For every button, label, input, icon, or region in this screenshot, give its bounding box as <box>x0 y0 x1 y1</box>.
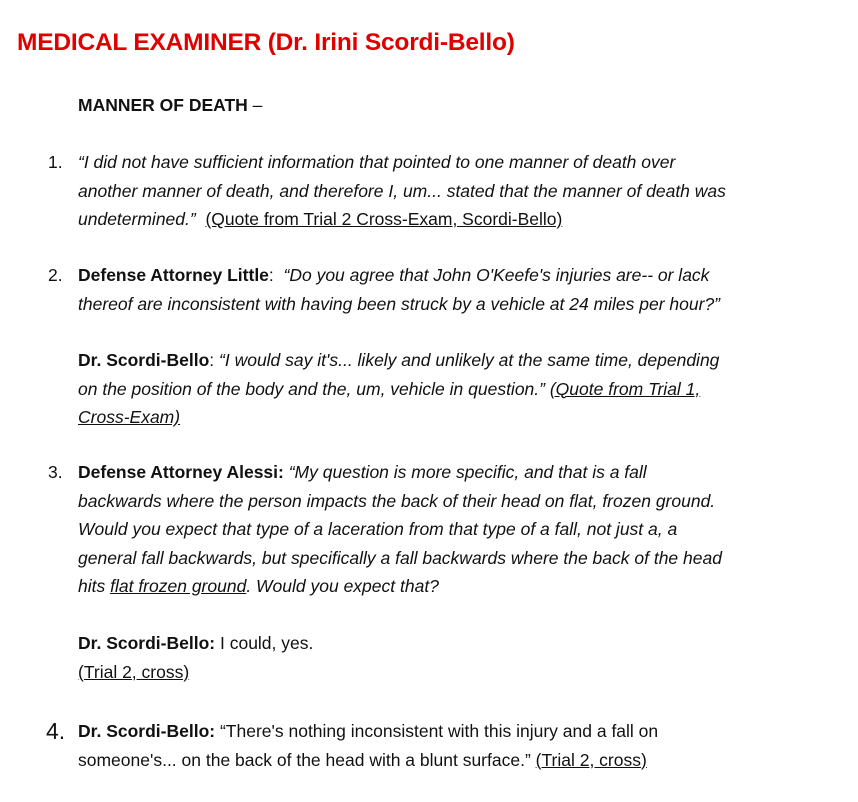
item-reply <box>78 629 838 686</box>
quote-text: “Do you agree that John O'Keefe's injuries are-- or lack <box>283 265 710 285</box>
speaker-label: Defense Attorney Little <box>78 265 269 285</box>
section-heading-dash: – <box>247 95 263 115</box>
speaker-label: Dr. Scordi-Bello: <box>78 633 216 653</box>
quote-text: on the position of the body and the, um, vehicle in question.” <box>78 378 545 399</box>
item-body <box>78 458 838 601</box>
statement-text: someone's... on the back of the head with a blunt surface.” <box>78 749 531 770</box>
quote-line <box>78 205 838 234</box>
item-number: 4. <box>46 718 66 744</box>
quote-line: another manner of death, and therefore I, um... stated that the manner of death was <box>78 180 726 201</box>
source-link[interactable]: (Quote from Trial 1, <box>549 378 701 399</box>
speaker-label: Defense Attorney Alessi: <box>78 462 284 482</box>
statement-line <box>78 746 838 775</box>
underlined-phrase: flat frozen ground <box>110 576 247 596</box>
source-link[interactable]: (Trial 2, cross) <box>535 749 647 770</box>
quote-text: . Would you expect that? <box>246 576 439 596</box>
reply-line <box>78 629 838 658</box>
quote-line <box>78 572 838 601</box>
question-line <box>78 458 838 487</box>
reply-line: Dr. Scordi-Bello: “I would say it's... likely and unlikely at the same time, depending <box>78 350 720 370</box>
item-number: 3. <box>48 462 63 482</box>
section-heading-text: MANNER OF DEATH <box>78 95 248 115</box>
statement-line <box>78 717 838 746</box>
speaker-label: Dr. Scordi-Bello <box>78 350 210 370</box>
section-heading <box>78 95 262 116</box>
item-number: 2. <box>48 265 63 285</box>
item-body <box>78 717 838 774</box>
statement-text: “There's nothing inconsistent with this injury and a fall on <box>219 721 659 741</box>
quote-line: thereof are inconsistent with having been struck by a vehicle at 24 miles per hour?” <box>78 293 721 314</box>
source-link[interactable]: (Quote from Trial 2 Cross-Exam, Scordi-Bello) <box>205 209 563 229</box>
quote-text: “My question is more specific, and that is a fall <box>288 462 647 482</box>
quote-text: “I would say it's... likely and unlikely at the same time, depending <box>219 350 720 370</box>
quote-line: general fall backwards, but specifically a fall backwards where the back of the head <box>78 547 722 568</box>
quote-line: Would you expect that type of a laceration from that type of a fall, not just a, a <box>78 519 678 539</box>
item-body <box>78 261 838 318</box>
reply-line <box>78 375 838 404</box>
item-number: 1. <box>48 152 63 172</box>
question-line: Defense Attorney Little: “Do you agree that John O'Keefe's injuries are-- or lack <box>78 265 710 285</box>
speaker-label: Dr. Scordi-Bello: <box>78 721 216 741</box>
reply-text: I could, yes. <box>219 633 314 653</box>
quote-text: undetermined.” <box>78 209 196 229</box>
item-reply <box>78 346 838 432</box>
quote-line: “I did not have sufficient information that pointed to one manner of death over <box>78 152 676 172</box>
item-body <box>78 148 838 234</box>
quote-text: hits <box>78 576 106 596</box>
source-link[interactable]: Cross-Exam) <box>78 407 181 427</box>
page-title: MEDICAL EXAMINER (Dr. Irini Scordi-Bello) <box>17 29 515 56</box>
source-link[interactable]: (Trial 2, cross) <box>78 661 190 682</box>
quote-line: backwards where the person impacts the back of their head on flat, frozen ground. <box>78 490 716 511</box>
